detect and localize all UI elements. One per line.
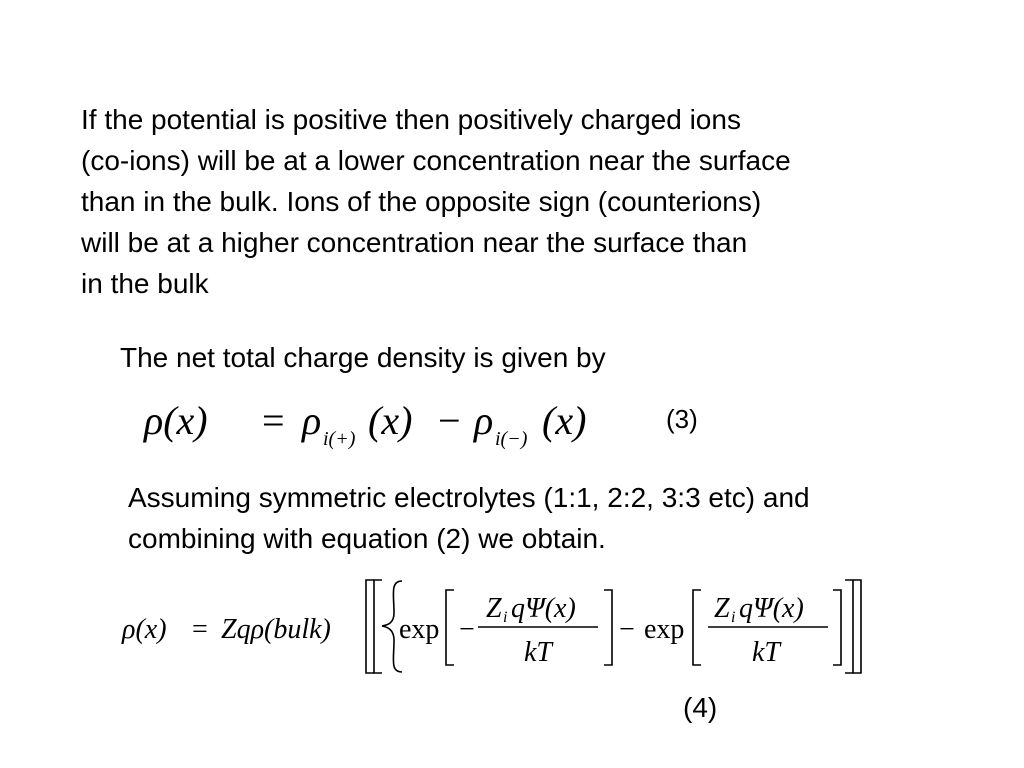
left-bracket-outer: [366, 580, 374, 673]
eq4-num2-rest: qΨ(x): [739, 593, 804, 624]
eq4-lhs: ρ(x): [122, 614, 167, 645]
paragraph-line: (co-ions) will be at a lower concentration near the surface: [81, 145, 791, 176]
exp1-right-bracket: [604, 590, 612, 665]
paragraph-symmetric-electrolytes: [128, 477, 988, 559]
eq4-num2-sub: i: [731, 609, 736, 626]
equation-3-number: (3): [666, 404, 698, 434]
eq4-den1: kT: [524, 637, 552, 668]
eq3-equals: =: [262, 398, 285, 443]
eq4-num1-rest: qΨ(x): [511, 593, 576, 624]
paragraph-co-ions: [81, 99, 981, 304]
eq3-minus: −: [438, 398, 461, 443]
paragraph-line: combining with equation (2) we obtain.: [128, 523, 606, 554]
eq3-sub-plus: i(+): [323, 428, 356, 450]
eq4-exp-1: exp: [399, 614, 440, 645]
paragraph-line: Assuming symmetric electrolytes (1:1, 2:2, 3:3 etc) and: [128, 482, 810, 513]
eq3-arg-minus: (x): [542, 398, 587, 443]
eq3-lhs: ρ(x): [144, 398, 208, 443]
eq3-rho-minus: ρ: [474, 398, 494, 443]
eq4-num1-Z: Z: [486, 593, 502, 624]
eq4-equals: =: [192, 614, 208, 645]
equation-4: [118, 575, 878, 685]
paragraph-line: If the potential is positive then positively charged ions: [81, 104, 741, 135]
charge-density-intro: The net total charge density is given by: [120, 342, 606, 373]
eq3-arg-plus: (x): [368, 398, 413, 443]
eq3-rho-plus: ρ: [302, 398, 322, 443]
eq4-prefactor: Zqρ(bulk): [221, 614, 331, 645]
left-bracket-inner: [374, 580, 382, 673]
eq4-neg-sign: −: [459, 614, 475, 645]
exp1-left-bracket: [446, 590, 454, 665]
exp2-right-bracket: [833, 590, 841, 665]
eq3-sub-minus: i(−): [495, 428, 528, 450]
paragraph-line: than in the bulk. Ions of the opposite sign (counterions): [81, 186, 762, 217]
paragraph-line: will be at a higher concentration near the surface than: [81, 227, 748, 258]
right-bracket-inner: [845, 580, 853, 673]
equation-3: [140, 392, 660, 452]
eq4-num1-sub: i: [503, 609, 508, 626]
equation-4-number: (4): [683, 692, 718, 723]
eq4-exp-2: exp: [644, 614, 685, 645]
paragraph-line: in the bulk: [81, 268, 209, 299]
right-bracket-outer: [853, 580, 861, 673]
eq4-den2: kT: [752, 637, 780, 668]
exp2-left-bracket: [693, 590, 701, 665]
eq4-minus: −: [619, 614, 635, 645]
eq4-num2-Z: Z: [714, 593, 730, 624]
